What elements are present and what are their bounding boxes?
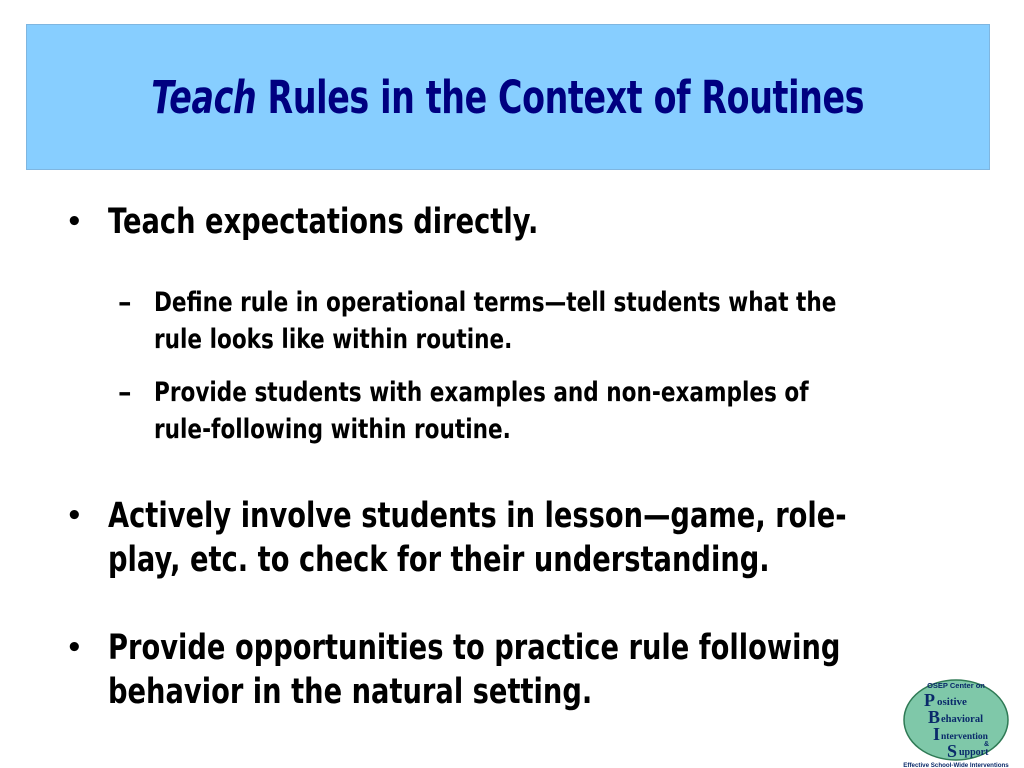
bullet-3-line-1: Provide opportunities to practice rule following [108, 628, 841, 668]
pbis-logo [898, 676, 1014, 768]
bullet-2-line-1: Actively involve students in lesson—game, role- [108, 496, 847, 536]
logo-letter-p: P [924, 690, 935, 710]
bullet-2-line-2: play, etc. to check for their understanding. [108, 540, 770, 580]
sub-bullet-marker: – [118, 377, 132, 408]
sub-bullet-1-line-1: Define rule in operational terms—tell students what the [154, 287, 837, 318]
sub-bullet-marker: – [118, 287, 132, 318]
logo-ampersand: & [984, 741, 990, 748]
title-rest: Rules in the Context of Routines [256, 70, 865, 124]
bullet-1-line-1: Teach expectations directly. [108, 202, 539, 242]
logo-word-intervention: ntervention [941, 732, 988, 742]
logo-word-support: upport [959, 747, 989, 758]
bullet-3-line-2: behavior in the natural setting. [108, 672, 593, 712]
logo-word-positive: ositive [937, 696, 967, 708]
logo-letter-b: B [928, 707, 941, 727]
title-banner [26, 24, 990, 170]
title-emphasis: Teach [151, 70, 257, 124]
logo-bottom-text: Effective School-Wide Interventions [903, 762, 1009, 768]
sub-bullet-2-line-2: rule-following within routine. [154, 414, 511, 445]
logo-letter-i: I [933, 724, 941, 744]
logo-top-text: OSEP Center on [927, 681, 985, 690]
sub-bullet-2-line-1: Provide students with examples and non-examples of [154, 377, 809, 408]
bullet-marker: • [66, 207, 83, 237]
logo-word-behavioral: ehavioral [941, 714, 983, 725]
slide-title [152, 71, 865, 124]
bullet-marker: • [66, 501, 83, 531]
logo-letter-s: S [947, 741, 958, 761]
bullet-marker: • [66, 633, 83, 663]
sub-bullet-1-line-2: rule looks like within routine. [154, 324, 513, 355]
